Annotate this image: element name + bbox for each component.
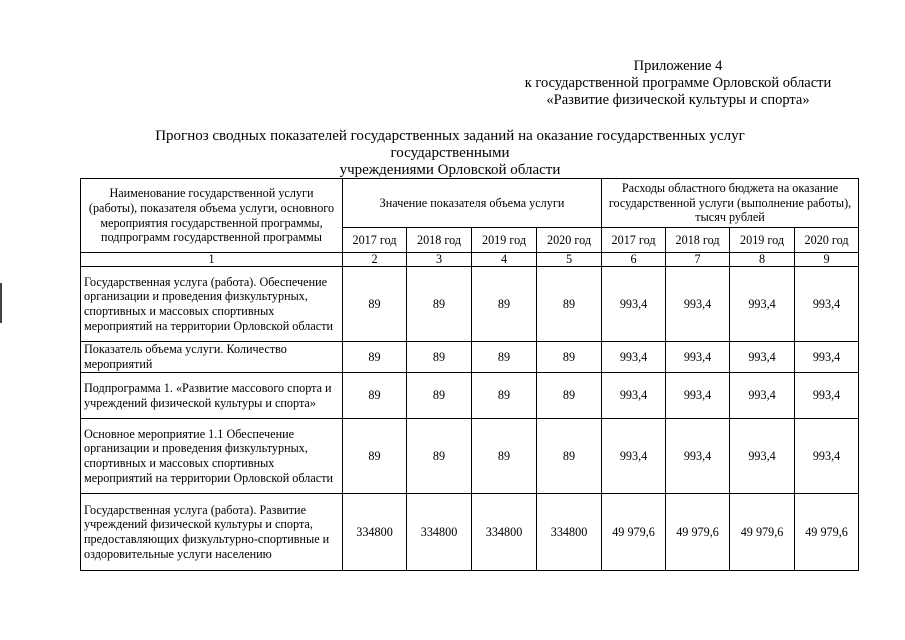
column-number-cell: 2 (343, 253, 407, 267)
year-cell: 2017 год (602, 228, 666, 253)
value-cell: 993,4 (730, 419, 795, 494)
value-cell: 89 (407, 267, 472, 342)
value-cell: 334800 (472, 494, 537, 571)
value-cell: 89 (472, 373, 537, 419)
header-expenses-cell: Расходы областного бюджета на оказание государственной услуги (выполнение работы), тысяч рублей (602, 179, 859, 228)
value-cell: 89 (407, 342, 472, 373)
table-row (81, 342, 859, 373)
value-cell: 89 (537, 419, 602, 494)
value-cell: 993,4 (666, 267, 730, 342)
column-number-row (81, 253, 859, 267)
value-cell: 89 (343, 419, 407, 494)
value-cell: 334800 (537, 494, 602, 571)
row-name-cell: Показатель объема услуги. Количество мероприятий (81, 342, 343, 373)
document-title-line-2: учреждениями Орловской области (339, 162, 561, 178)
row-name-cell: Подпрограмма 1. «Развитие массового спорта и учреждений физической культуры и спорта» (81, 373, 343, 419)
value-cell: 89 (343, 267, 407, 342)
value-cell: 89 (407, 419, 472, 494)
value-cell: 993,4 (795, 419, 859, 494)
appendix-reference: к государственной программе Орловской области (524, 75, 832, 91)
value-cell: 89 (472, 342, 537, 373)
year-cell: 2017 год (343, 228, 407, 253)
value-cell: 993,4 (795, 342, 859, 373)
row-name-cell: Государственная услуга (работа). Развитие учреждений физической культуры и спорта, предоставляющих физкультурно-спортивные и оздоровительные услуги населению (81, 494, 343, 571)
value-cell: 993,4 (602, 267, 666, 342)
scan-margin-mark (0, 283, 2, 323)
year-cell: 2020 год (537, 228, 602, 253)
value-cell: 89 (537, 342, 602, 373)
value-cell: 49 979,6 (602, 494, 666, 571)
year-cell: 2018 год (666, 228, 730, 253)
table-header-row (81, 179, 859, 228)
column-number-cell: 6 (602, 253, 666, 267)
value-cell: 993,4 (730, 342, 795, 373)
value-cell: 993,4 (795, 267, 859, 342)
row-name-cell: Государственная услуга (работа). Обеспечение организации и проведения физкультурных, спортивных и массовых спортивных мероприятий на территории Орловской области (81, 267, 343, 342)
value-cell: 89 (537, 373, 602, 419)
year-cell: 2020 год (795, 228, 859, 253)
value-cell: 49 979,6 (795, 494, 859, 571)
value-cell: 993,4 (602, 419, 666, 494)
appendix-heading (513, 58, 843, 109)
appendix-number: Приложение 4 (633, 58, 723, 74)
value-cell: 334800 (343, 494, 407, 571)
value-cell: 89 (343, 373, 407, 419)
document-title-line-1: Прогноз сводных показателей государственных заданий на оказание государственных услуг государственными (155, 128, 745, 161)
column-number-cell: 5 (537, 253, 602, 267)
forecast-table (80, 178, 859, 571)
column-number-cell: 8 (730, 253, 795, 267)
table-row (81, 419, 859, 494)
table-row (81, 373, 859, 419)
header-volume-cell: Значение показателя объема услуги (343, 179, 602, 228)
value-cell: 993,4 (795, 373, 859, 419)
column-number-cell: 7 (666, 253, 730, 267)
table-row (81, 494, 859, 571)
header-name-cell: Наименование государственной услуги (работы), показателя объема услуги, основного мероприятия государственной программы, подпрограмм государственной программы (81, 179, 343, 253)
value-cell: 89 (537, 267, 602, 342)
value-cell: 89 (343, 342, 407, 373)
value-cell: 993,4 (730, 373, 795, 419)
value-cell: 49 979,6 (666, 494, 730, 571)
document-title (100, 128, 800, 179)
value-cell: 993,4 (730, 267, 795, 342)
column-number-cell: 3 (407, 253, 472, 267)
value-cell: 89 (472, 419, 537, 494)
value-cell: 993,4 (666, 342, 730, 373)
table-row (81, 267, 859, 342)
value-cell: 993,4 (666, 373, 730, 419)
value-cell: 993,4 (666, 419, 730, 494)
column-number-cell: 9 (795, 253, 859, 267)
row-name-cell: Основное мероприятие 1.1 Обеспечение организации и проведения физкультурных, спортивных и массовых спортивных мероприятий на территории Орловской области (81, 419, 343, 494)
year-cell: 2019 год (472, 228, 537, 253)
year-cell: 2018 год (407, 228, 472, 253)
appendix-program-name: «Развитие физической культуры и спорта» (546, 92, 810, 108)
value-cell: 49 979,6 (730, 494, 795, 571)
value-cell: 993,4 (602, 373, 666, 419)
value-cell: 89 (472, 267, 537, 342)
column-number-cell: 1 (81, 253, 343, 267)
value-cell: 334800 (407, 494, 472, 571)
value-cell: 89 (407, 373, 472, 419)
year-cell: 2019 год (730, 228, 795, 253)
column-number-cell: 4 (472, 253, 537, 267)
value-cell: 993,4 (602, 342, 666, 373)
